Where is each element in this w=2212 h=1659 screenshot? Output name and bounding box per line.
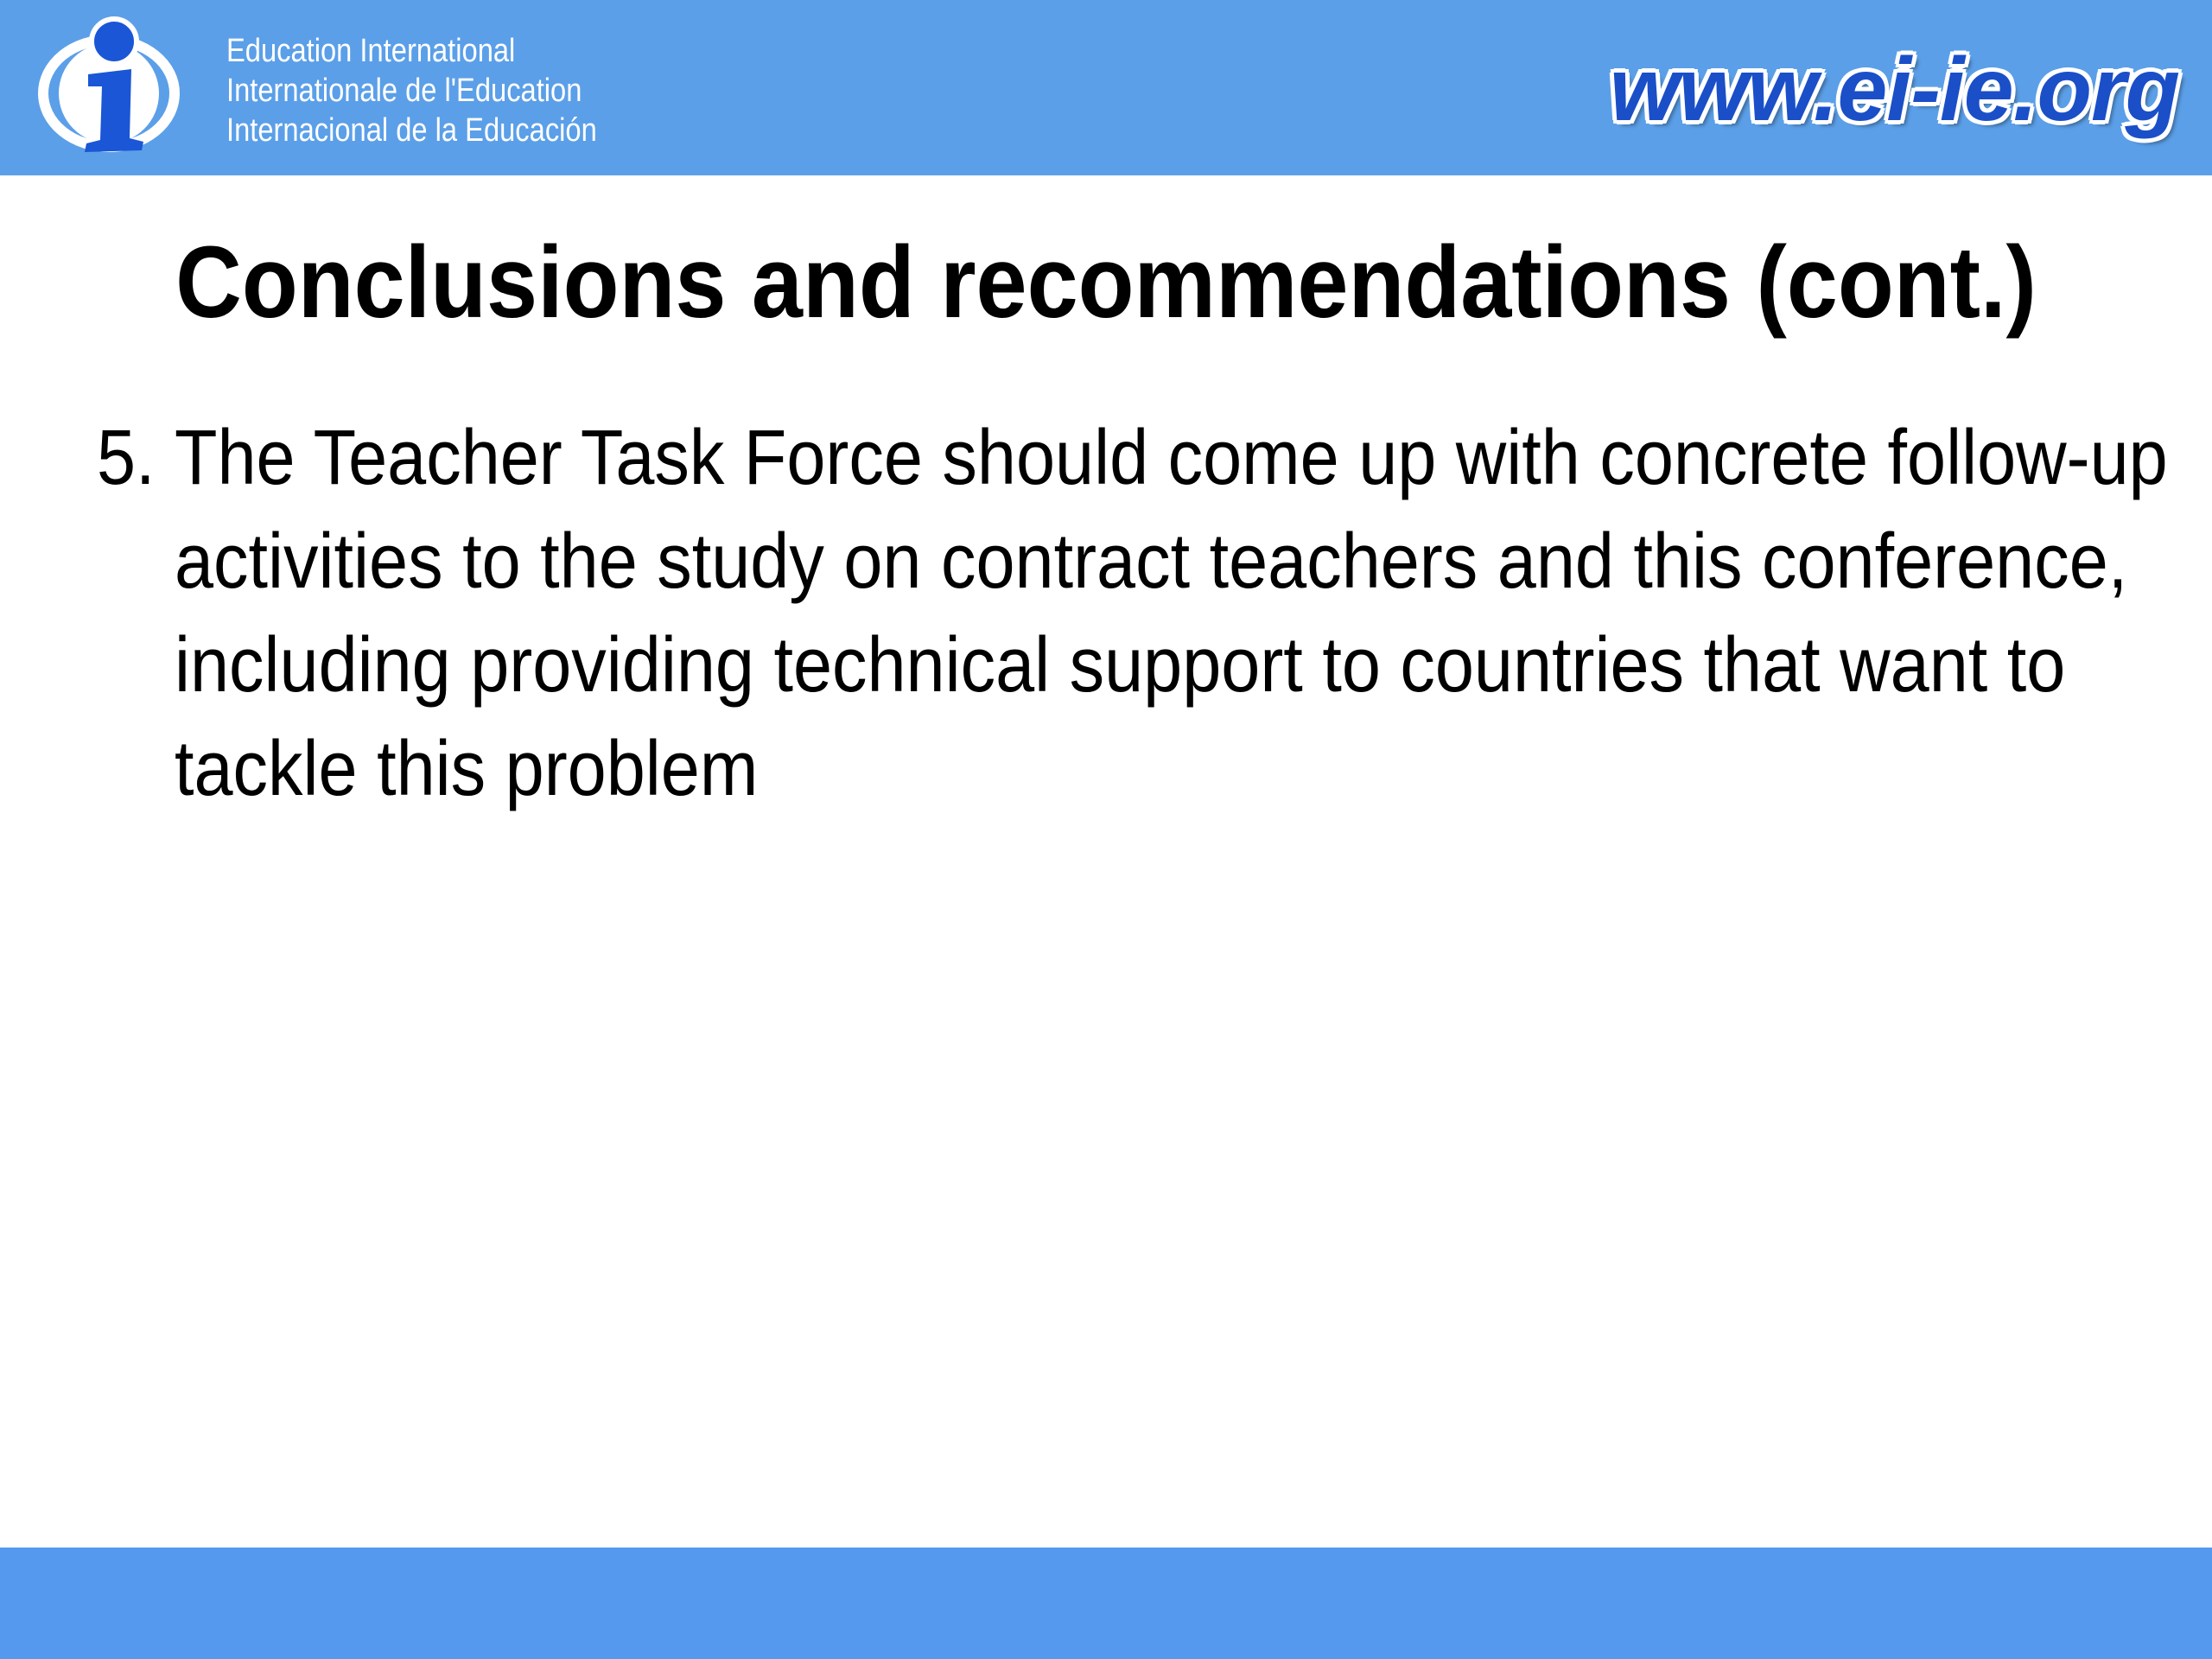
- org-name-french: Internationale de l'Education: [226, 73, 582, 109]
- list-item: [97, 406, 2212, 821]
- ei-logo-icon: [35, 12, 183, 161]
- organization-names: [226, 31, 597, 150]
- org-name-spanish: Internacional de la Educación: [226, 112, 597, 149]
- slide-title: Conclusions and recommendations (cont.): [175, 226, 2037, 340]
- recommendation-list: [97, 406, 2205, 821]
- list-item-number: 5.: [97, 415, 156, 501]
- website-url: www.ei-ie.org: [1609, 40, 2179, 140]
- org-name-english: Education International: [226, 33, 516, 69]
- footer-bar: [0, 1548, 2212, 1659]
- list-item-text: The Teacher Task Force should come up with concrete follow-up activities to the study on contract teachers and this conference, including providing technical support to countries that want to tackle this problem: [175, 415, 2168, 812]
- header-bar: [0, 0, 2212, 175]
